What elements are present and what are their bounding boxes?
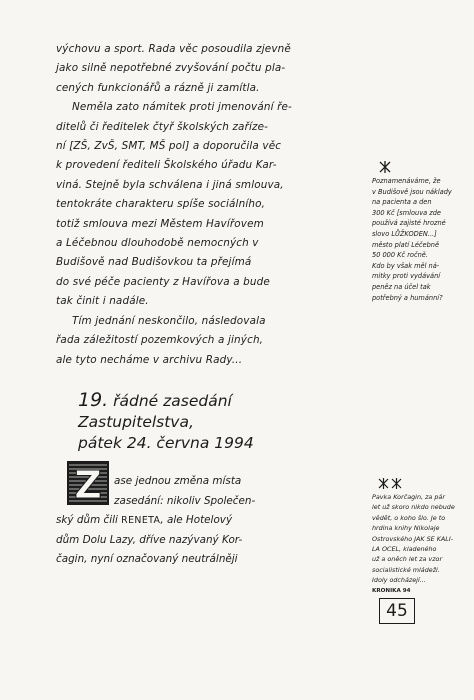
note-line: mitky proti vydávání [372, 272, 441, 281]
section-number: 19. [78, 389, 109, 411]
text-line: Tím jednání neskončilo, následovala [72, 314, 266, 327]
note-line: vědět, o koho šlo. Je to [372, 513, 446, 522]
note-line: let už skoro nikdo nebude [372, 503, 455, 512]
note-line: peněz na účel tak [372, 282, 431, 291]
note-line: na pacienta a den [372, 198, 432, 207]
text-line: viná. Stejně byla schválena i jiná smlouva, [56, 178, 284, 191]
heading-line: Zastupitelstva, [78, 413, 194, 431]
section-heading [78, 390, 338, 454]
note-signature: KRONIKA 94 [372, 587, 411, 594]
text-line: ditelů či ředitelek čtyř školských zaříze- [56, 120, 269, 133]
note-line: už a oněch let za vzor [372, 555, 443, 564]
note-line: hrdina knihy Nikolaje [372, 524, 440, 533]
text-line [56, 511, 356, 531]
text-line: do své péče pacienty z Havířova a bude [56, 275, 270, 288]
note-line: Ostrovského JAK SE KALI- [372, 534, 454, 543]
text-line: ale tyto necháme v archivu Rady... [56, 353, 243, 366]
section-text-block [56, 472, 356, 570]
note-line: Idoly odcházejí... [372, 576, 426, 585]
text-line: Budišově nad Budišovkou ta přejímá [56, 256, 252, 269]
drop-cap-char: Z [74, 463, 102, 506]
text-line: tak činit i nadále. [56, 295, 149, 308]
note-line: 50 000 Kč ročně. [372, 251, 428, 260]
note-line: 300 Kč [smlouva zde [372, 208, 441, 217]
text-line: zasedání: nikoliv Společen- [114, 494, 256, 507]
text-span: , ale Hotelový [160, 514, 233, 527]
note-line: Kdo by však měl ná- [372, 261, 440, 270]
note-line: město platí Léčebně [372, 240, 440, 249]
note-line: Pavka Korčagin, za pár [372, 493, 445, 501]
double-asterisk-icon [378, 478, 404, 490]
text-line: řada záležitostí pozemkových a jiných, [56, 334, 264, 347]
text-line: ní [ZŠ, ZvŠ, SMT, MŠ pol] a doporučila věc [56, 140, 282, 153]
asterisk-icon [378, 160, 392, 174]
heading-text: řádné zasedání [108, 392, 232, 410]
text-span: ský dům čili [56, 514, 122, 527]
text-line: ase jednou změna místa [114, 475, 242, 487]
text-line: totiž smlouva mezi Městem Havířovem [56, 217, 264, 230]
text-line: jako silně nepotřebné zvyšování počtu pla- [56, 62, 286, 75]
text-line: tentokráte charakteru spíše sociálního, [56, 198, 266, 211]
text-line: a Léčebnou dlouhodobě nemocných v [56, 237, 259, 250]
text-line: Neměla zato námitek proti jmenování ře- [72, 101, 292, 114]
note-line: Poznamenáváme, že [372, 177, 441, 185]
text-line: dům Dolu Lazy, dříve nazývaný Kor- [56, 533, 243, 546]
text-line: k provedení řediteli Školského úřadu Kar- [56, 159, 277, 172]
main-text-block [56, 40, 354, 370]
text-line: cených funkcionářů a rázně ji zamítla. [56, 81, 260, 94]
text-line: čagin, nyní označovaný neutrálněji [56, 553, 238, 566]
text-line: výchovu a sport. Rada věc posoudila zjevně [56, 43, 291, 55]
heading-line [78, 390, 338, 412]
note-line: LA OCEL, kladeného [372, 545, 437, 554]
note-line: socialistické mládeži. [372, 565, 440, 574]
page-number: 45 [379, 598, 415, 624]
note-line: v Budišově jsou náklady [372, 187, 452, 196]
margin-note [372, 176, 468, 303]
heading-line: pátek 24. června 1994 [78, 434, 254, 452]
note-line: potřebný a humánní? [372, 293, 443, 302]
note-line: slovo LŮŽKODEN...] [372, 229, 437, 238]
text-span-caps: RENETA [121, 515, 161, 527]
margin-note [372, 492, 470, 596]
note-line: používá zajisté hrozné [372, 219, 446, 228]
